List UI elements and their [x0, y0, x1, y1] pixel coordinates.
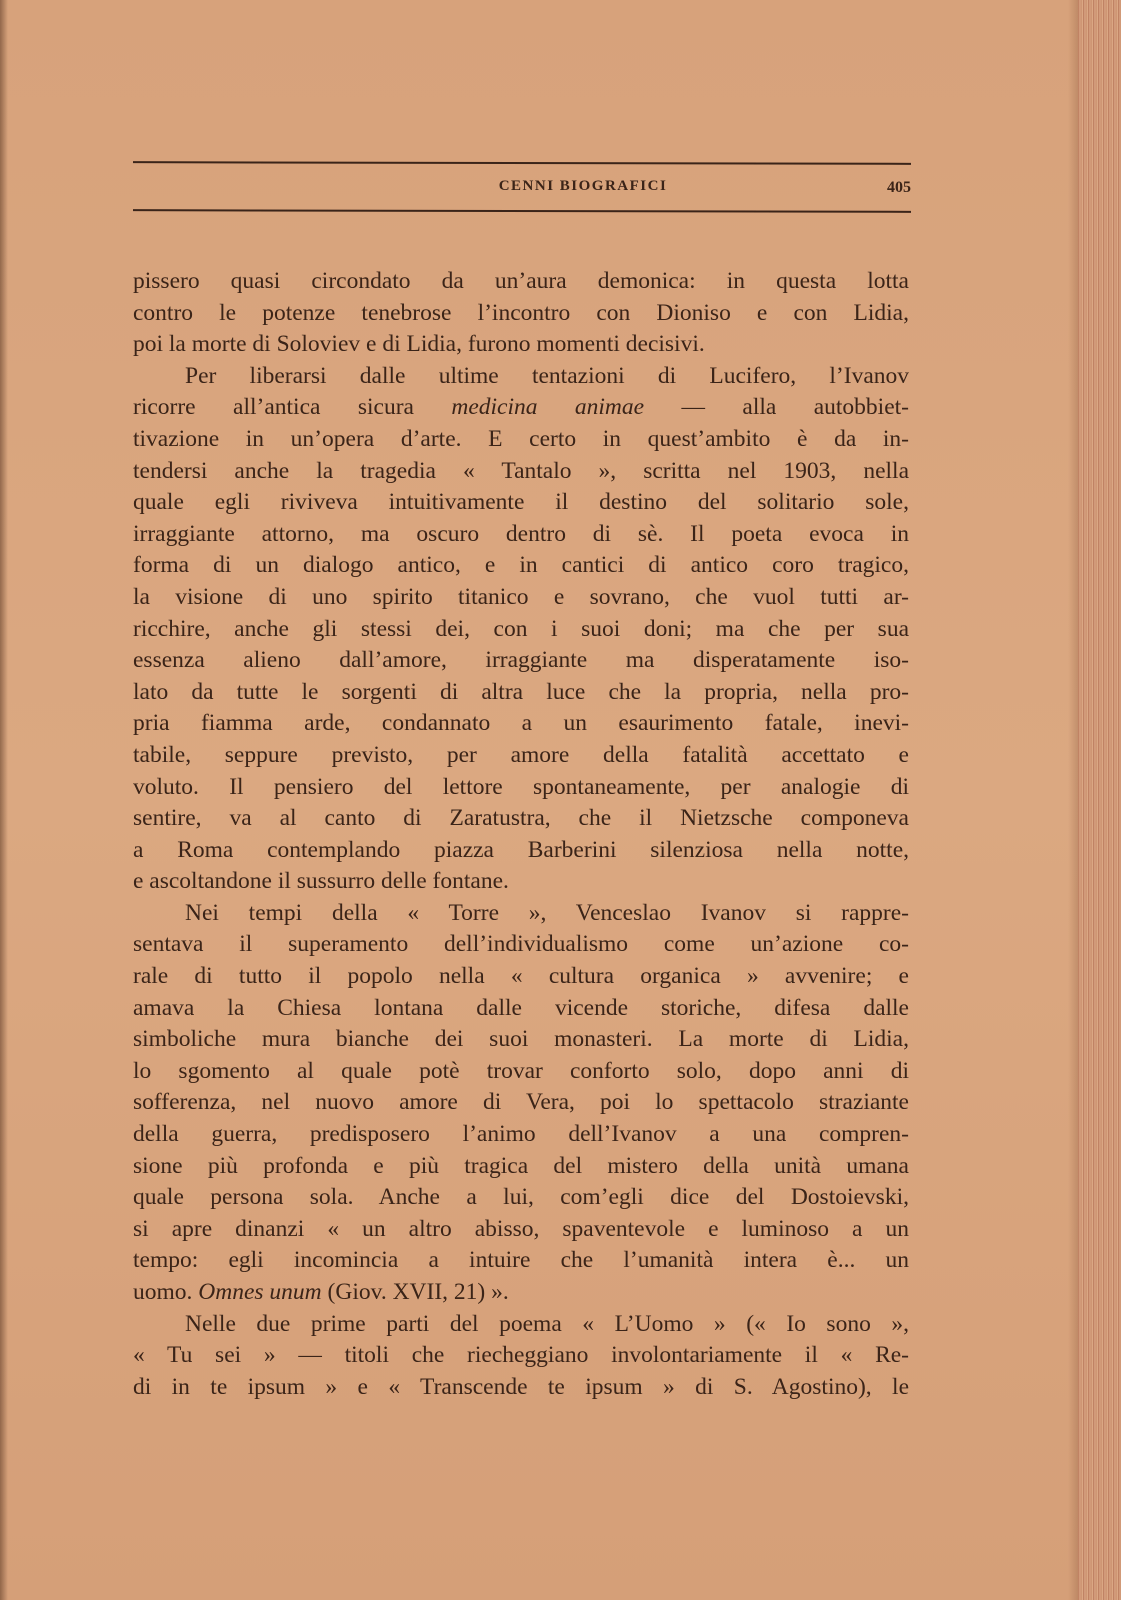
text-line: sentava il superamento dell’individualismo come un’azione co-: [133, 931, 909, 958]
text-line: pissero quasi circondato da un’aura demonica: in questa lotta: [133, 268, 909, 294]
text-line: a Roma contemplando piazza Barberini silenziosa nella notte,: [133, 836, 909, 863]
section-title: CENNI BIOGRAFICI: [498, 178, 668, 194]
text-line: voluto. Il pensiero del lettore spontaneamente, per analogie di: [133, 773, 909, 800]
text-line: tendersi anche la tragedia « Tantalo », scritta nel 1903, nella: [133, 457, 909, 484]
text-line: amava la Chiesa lontana dalle vicende storiche, difesa dalle: [133, 994, 909, 1021]
text-line: tivazione in un’opera d’arte. E certo in quest’ambito è da in-: [133, 425, 909, 452]
text-line: poi la morte di Soloviev e di Lidia, furono momenti decisivi.: [133, 331, 705, 358]
text-line: ricchire, anche gli stessi dei, con i suoi doni; ma che per sua: [133, 615, 909, 642]
italic-phrase: Omnes unum: [198, 1279, 322, 1305]
running-head: [133, 178, 911, 202]
text-line: e ascoltandone il sussurro delle fontane.: [133, 868, 509, 895]
page-edge: [1078, 0, 1121, 1600]
text-segment: uomo.: [133, 1279, 199, 1305]
text-segment: ricorre all’antica sicura: [133, 394, 452, 421]
text-line: contro le potenze tenebrose l’incontro con Dioniso e con Lidia,: [133, 299, 909, 326]
text-segment: — alla autobbiet-: [644, 394, 909, 421]
text-line: quale persona sola. Anche a lui, com’egli dice del Dostoievski,: [133, 1184, 909, 1211]
text-line: irraggiante attorno, ma oscuro dentro di sè. Il poeta evoca in: [133, 520, 909, 547]
italic-phrase: medicina animae: [451, 394, 645, 421]
text-line: lo sgomento al quale potè trovar conforto solo, dopo anni di: [133, 1057, 909, 1084]
body-text: [133, 266, 909, 1403]
text-line: Per liberarsi dalle ultime tentazioni di Lucifero, l’Ivanov: [185, 362, 909, 389]
text-line: Nei tempi della « Torre », Venceslao Ivanov si rappre-: [185, 899, 909, 926]
text-line: pria fiamma arde, condannato a un esaurimento fatale, inevi-: [133, 710, 909, 737]
text-line: lato da tutte le sorgenti di altra luce che la propria, nella pro-: [133, 678, 909, 705]
text-line: la visione di uno spirito titanico e sovrano, che vuol tutti ar-: [133, 583, 909, 610]
text-line: « Tu sei » — titoli che riecheggiano involontariamente il « Re-: [133, 1342, 909, 1369]
text-line: tempo: egli incomincia a intuire che l’umanità intera è... un: [133, 1247, 909, 1274]
text-line: sentire, va al canto di Zaratustra, che il Nietzsche componeva: [133, 805, 909, 832]
text-line: quale egli riviveva intuitivamente il destino del solitario sole,: [133, 489, 909, 516]
text-line: essenza alieno dall’amore, irraggiante ma disperatamente iso-: [133, 647, 909, 674]
text-line: della guerra, predisposero l’animo dell’Ivanov a una compren-: [133, 1121, 909, 1148]
text-line: Nelle due prime parti del poema « L’Uomo » (« Io sono »,: [185, 1310, 909, 1337]
text-segment: (Giov. XVII, 21) ».: [321, 1279, 509, 1305]
text-line: rale di tutto il popolo nella « cultura organica » avvenire; e: [133, 963, 909, 990]
text-line: sofferenza, nel nuovo amore di Vera, poi lo spettacolo straziante: [133, 1089, 909, 1116]
text-line: sione più profonda e più tragica del mistero della unità umana: [133, 1152, 909, 1179]
text-line: di in te ipsum » e « Transcende te ipsum » di S. Agostino), le: [133, 1373, 909, 1400]
text-line: si apre dinanzi « un altro abisso, spaventevole e luminoso a un: [133, 1215, 909, 1242]
text-line: [133, 1277, 909, 1309]
text-line: tabile, seppure previsto, per amore della fatalità accettato e: [133, 741, 909, 768]
binding-shadow: [0, 0, 8, 1600]
text-line: forma di un dialogo antico, e in cantici di antico coro tragico,: [133, 552, 909, 579]
page-number: 405: [887, 179, 911, 196]
text-line: [133, 392, 909, 424]
text-line: simboliche mura bianche dei suoi monasteri. La morte di Lidia,: [133, 1026, 909, 1053]
